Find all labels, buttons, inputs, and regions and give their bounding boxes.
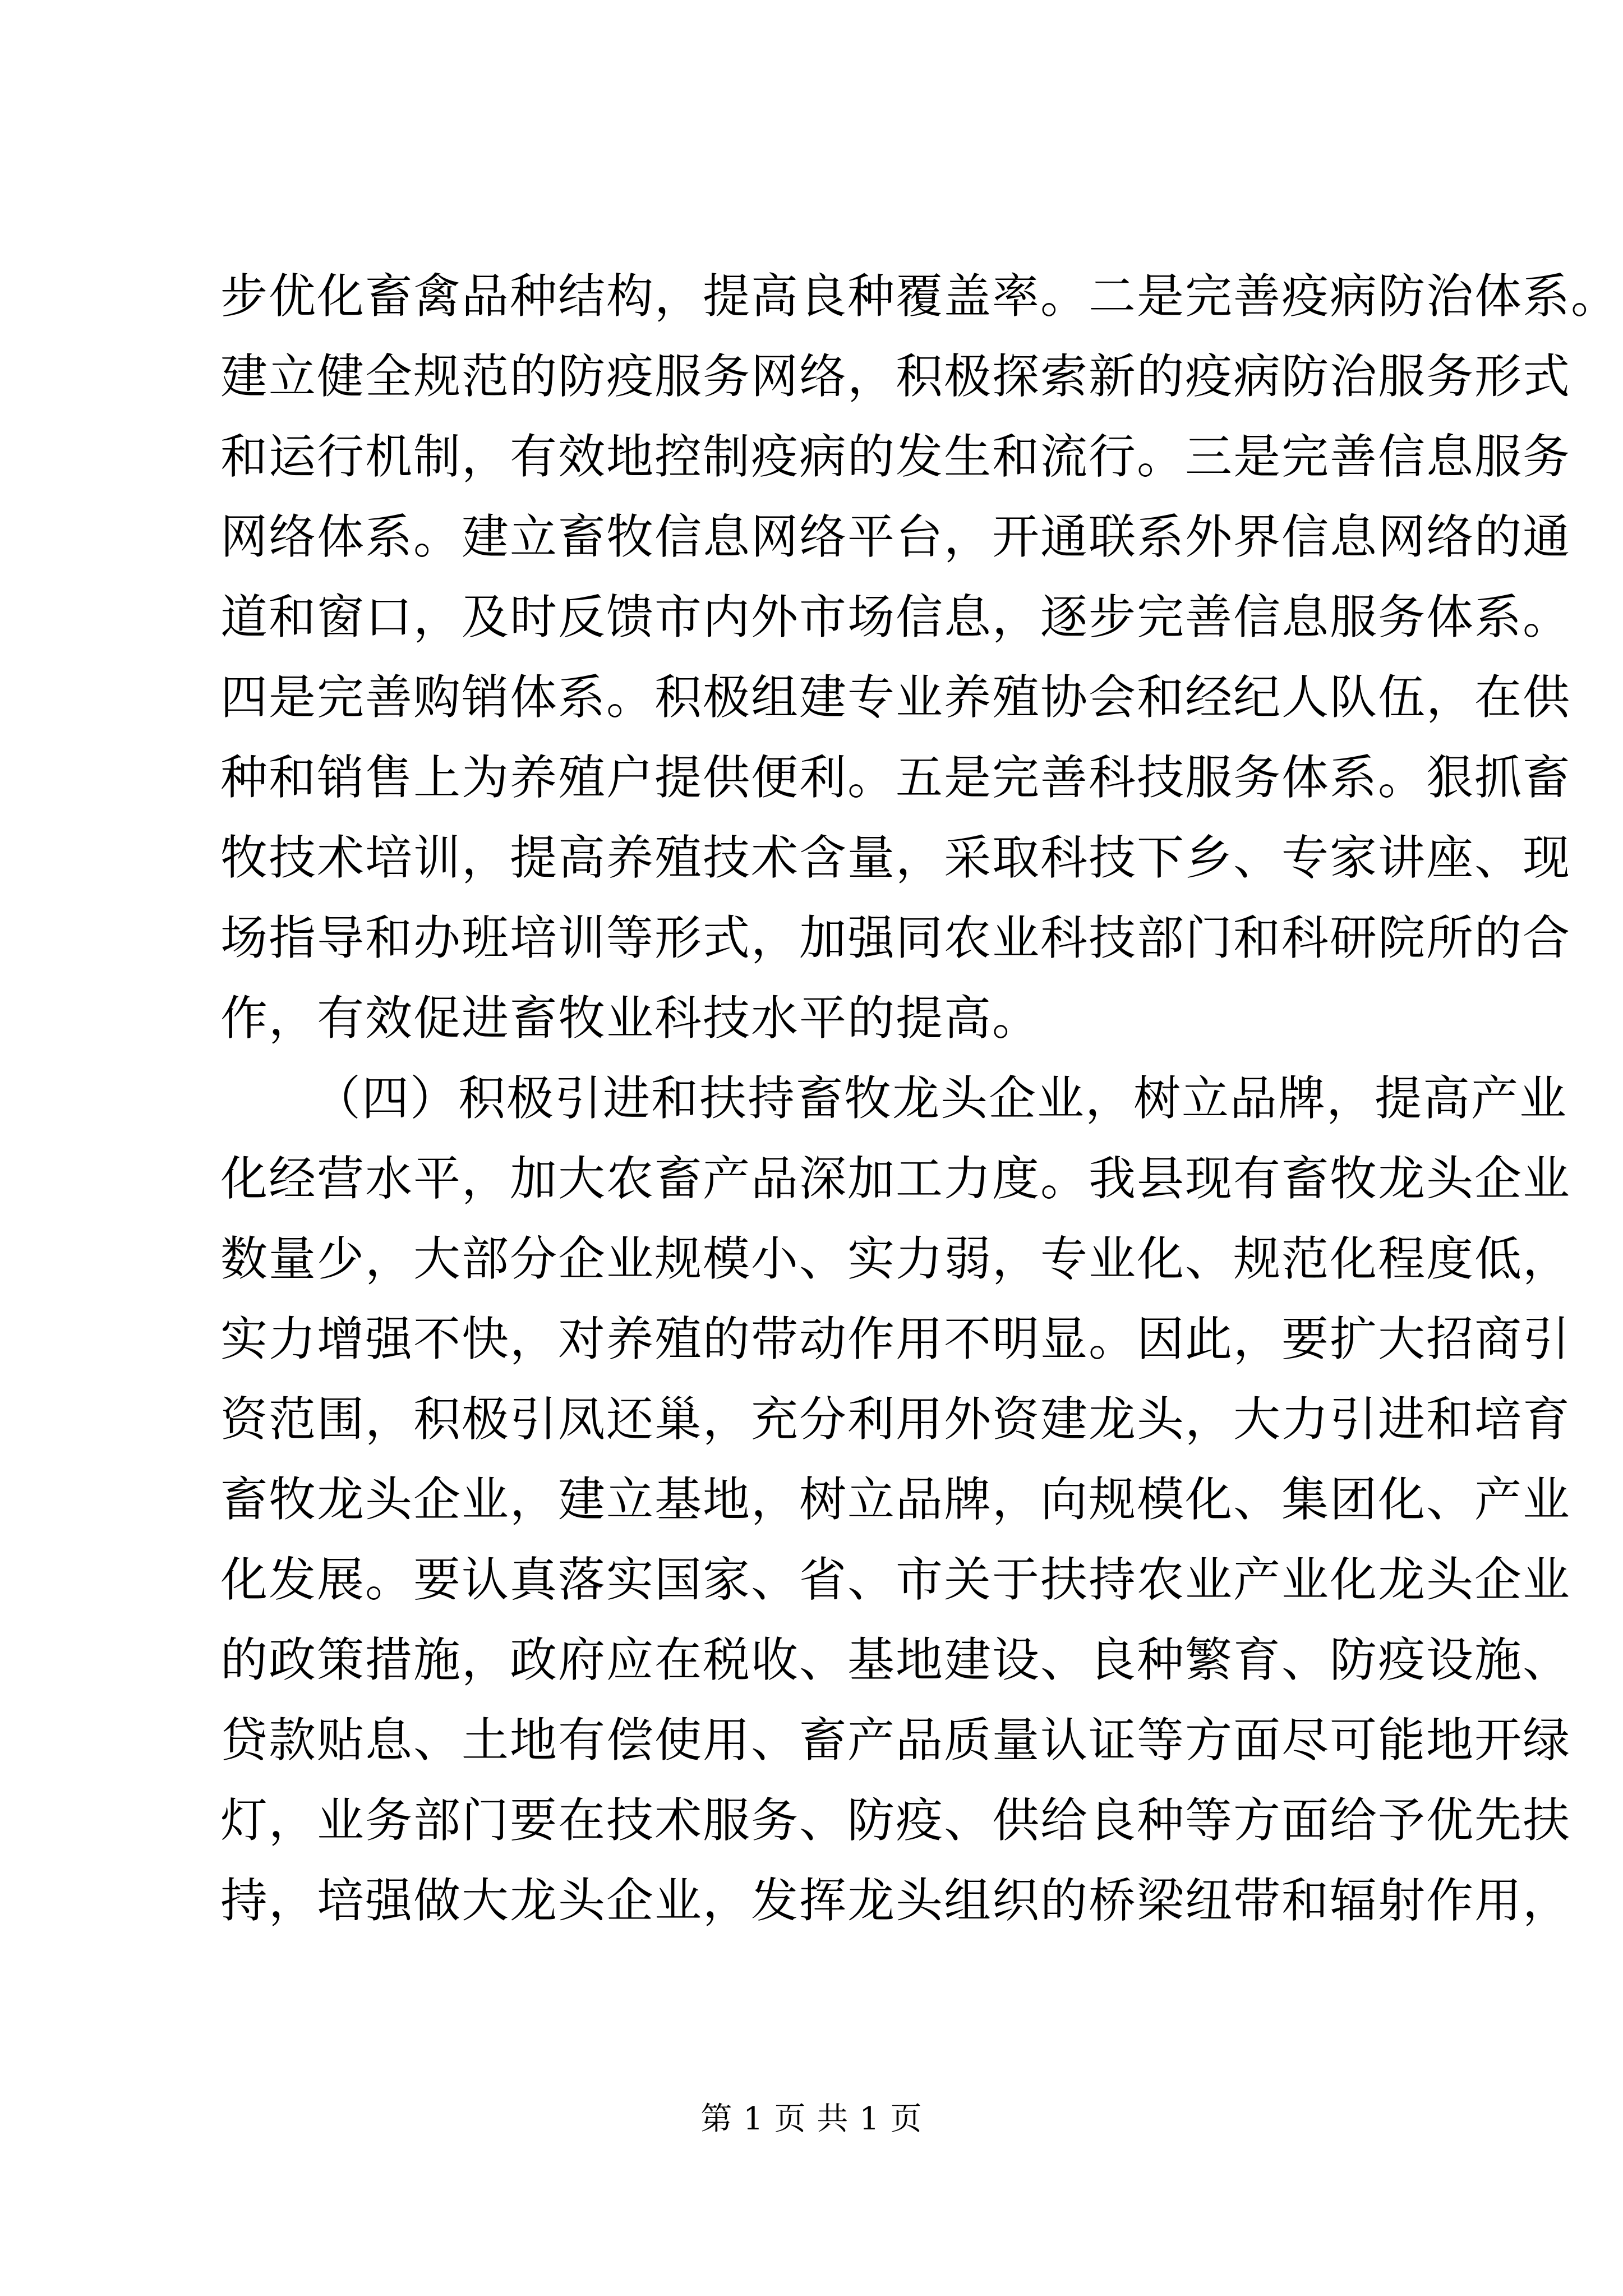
body-line: 化经营水平，加大农畜产品深加工力度。我县现有畜牧龙头企业 bbox=[220, 1151, 1571, 1206]
page-footer: 第 1 页 共 1 页 bbox=[700, 2101, 923, 2137]
body-line: 建立健全规范的防疫服务网络，积极探索新的疫病防治服务形式 bbox=[220, 349, 1571, 404]
body-line: 网络体系。建立畜牧信息网络平台，开通联系外界信息网络的通 bbox=[220, 509, 1571, 564]
body-line: 场指导和办班培训等形式，加强同农业科技部门和科研院所的合 bbox=[220, 910, 1571, 965]
body-line: 贷款贴息、土地有偿使用、畜产品质量认证等方面尽可能地开绿 bbox=[220, 1713, 1571, 1768]
body-line: 和运行机制，有效地控制疫病的发生和流行。三是完善信息服务 bbox=[220, 429, 1571, 484]
body-line: 道和窗口，及时反馈市内外市场信息，逐步完善信息服务体系。 bbox=[220, 590, 1571, 645]
body-line: 资范围，积极引凤还巢，充分利用外资建龙头，大力引进和培育 bbox=[220, 1392, 1571, 1447]
body-line: 的政策措施，政府应在税收、基地建设、良种繁育、防疫设施、 bbox=[220, 1632, 1571, 1687]
body-line: 畜牧龙头企业，建立基地，树立品牌，向规模化、集团化、产业 bbox=[220, 1472, 1571, 1527]
body-line: 作，有效促进畜牧业科技水平的提高。 bbox=[220, 991, 1041, 1046]
body-line: 四是完善购销体系。积极组建专业养殖协会和经纪人队伍，在供 bbox=[220, 670, 1571, 725]
body-line: 牧技术培训，提高养殖技术含量，采取科技下乡、专家讲座、现 bbox=[220, 830, 1571, 885]
body-line: 种和销售上为养殖户提供便利。五是完善科技服务体系。狠抓畜 bbox=[220, 750, 1571, 805]
body-line: 步优化畜禽品种结构，提高良种覆盖率。二是完善疫病防治体系。 bbox=[220, 269, 1620, 324]
paragraph-start-line: （四）积极引进和扶持畜牧龙头企业，树立品牌，提高产业 bbox=[313, 1071, 1568, 1126]
body-line: 化发展。要认真落实国家、省、市关于扶持农业产业化龙头企业 bbox=[220, 1552, 1571, 1607]
body-line: 实力增强不快，对养殖的带动作用不明显。因此，要扩大招商引 bbox=[220, 1312, 1571, 1366]
body-line: 数量少，大部分企业规模小、实力弱，专业化、规范化程度低， bbox=[220, 1231, 1571, 1286]
body-line: 持，培强做大龙头企业，发挥龙头组织的桥梁纽带和辐射作用， bbox=[220, 1873, 1571, 1928]
body-line: 灯，业务部门要在技术服务、防疫、供给良种等方面给予优先扶 bbox=[220, 1793, 1571, 1848]
